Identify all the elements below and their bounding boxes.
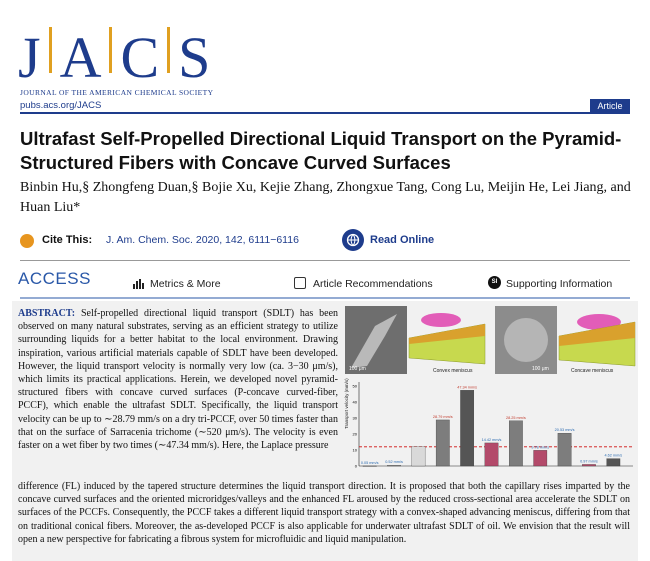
- bar-value-label: 14.42 mm/s: [481, 437, 502, 442]
- droplet-left: [421, 313, 461, 327]
- logo-divider: [109, 27, 112, 73]
- bar-value-label: 0.52 mm/s: [385, 460, 403, 465]
- bar-chart-icon: [133, 279, 144, 289]
- velocity-bar: [460, 390, 473, 466]
- bar-value-label: 0.05 mm/s: [360, 460, 379, 465]
- bar-value-label: 20.53 mm/s: [554, 428, 575, 433]
- document-icon: [294, 277, 306, 289]
- metrics-and-more-link[interactable]: Metrics & More: [150, 278, 221, 290]
- abstract-text-part1: Self-propelled directional liquid transport (SDLT) has been observed on many natural substrates, serving as an efficient strategy to utilize surrounding liquids for a better habitat to the local environment. Drawing inspiration, various artificial materials capable of SDLT have been developed. However, the liquid transport velocity is normally very low (ca. 3−30 μm/s), which limits its practical applications. Herein, we developed novel pyramid-structured fibers with concave curved surfaces (P-concave curved-fiber, PCCF), which enable the ultrafast SDLT. Specifically, the liquid transport velocity can be up to ∼28.79 mm/s on a dry tri-PCCF, over 50 times faster than that on the surface of Sarracenia trichome (∼520 μm/s). The velocity is even faster on a wet fiber by two times (∼47.34 mm/s). Here, the Laplace pressure: [18, 308, 339, 452]
- journal-subtitle: JOURNAL OF THE AMERICAN CHEMICAL SOCIETY: [20, 88, 214, 97]
- velocity-bar: [558, 433, 571, 466]
- globe-icon: [342, 229, 364, 251]
- cite-this[interactable]: [20, 226, 320, 256]
- journal-logo: [18, 25, 211, 90]
- velocity-bar-chart: [344, 378, 633, 469]
- y-tick-label: 50: [352, 383, 357, 389]
- scale-bar-label-left: 100 μm: [349, 366, 366, 372]
- article-title: Ultrafast Self-Propelled Directional Liquid Transport on the Pyramid-Structured Fibers with Concave Curved Surfaces: [20, 128, 622, 173]
- divider: [20, 260, 630, 261]
- velocity-bar: [363, 466, 376, 467]
- read-online-label: Read Online: [370, 234, 435, 246]
- bar-value-label: 0.97 mm/s: [580, 459, 598, 464]
- velocity-bar: [412, 447, 425, 466]
- y-tick-label: 20: [352, 431, 357, 437]
- concave-meniscus-label: Concave meniscus: [571, 368, 614, 374]
- velocity-bar: [534, 450, 547, 466]
- logo-divider: [167, 27, 170, 73]
- bar-value-label: 28.79 mm/s: [432, 414, 453, 419]
- cite-label: Cite This:: [42, 234, 93, 246]
- abstract-heading: ABSTRACT:: [18, 308, 76, 319]
- globe-icon-glyph: [342, 229, 364, 251]
- access-heading: ACCESS: [18, 269, 91, 288]
- citation-text: J. Am. Chem. Soc. 2020, 142, 6111−6116: [106, 234, 299, 246]
- convex-meniscus-label: Convex meniscus: [433, 368, 473, 374]
- bar-value-label: 47.34 mm/s: [457, 385, 478, 390]
- scale-bar-label-right: 100 μm: [532, 366, 549, 372]
- y-tick-label: 10: [352, 447, 357, 453]
- article-type-badge: Article: [590, 99, 630, 114]
- author-list: Binbin Hu,§ Zhongfeng Duan,§ Bojie Xu, Kejie Zhang, Zhongxue Tang, Cong Lu, Meijin He, Lei Jiang, and Huan Liu*: [20, 180, 631, 215]
- velocity-bar: [436, 420, 449, 466]
- quote-icon: [20, 234, 34, 248]
- y-tick-label: 0: [354, 463, 357, 469]
- y-tick-label: 40: [352, 399, 357, 405]
- chart-y-axis-label: Transport velocity (mm/s): [344, 378, 349, 429]
- supporting-info-icon: SI: [488, 276, 501, 289]
- velocity-bar: [582, 464, 595, 466]
- logo-letter-j: J: [18, 25, 41, 90]
- logo-letter-s: S: [178, 25, 211, 90]
- divider: [20, 297, 630, 299]
- abstract-column-text: [18, 307, 338, 452]
- read-online-button[interactable]: [340, 229, 460, 253]
- supporting-information-link[interactable]: Supporting Information: [506, 278, 613, 290]
- y-tick-label: 30: [352, 415, 357, 421]
- bar-value-label: 28.25 mm/s: [505, 415, 526, 420]
- velocity-bar: [485, 443, 498, 466]
- logo-letter-c: C: [120, 25, 160, 90]
- abstract-full-width-text: difference (FL) induced by the tapered structure determines the liquid transport direction. It is proposed that both the capillary rises imparted by the concave curved surfaces and the oriented microridges/valleys and the enhanced FL aroused by the reduced cross-sectional area accelerate the SDLT on surfaces of the PCCFs. Consequently, the PCCF takes a different liquid transport strategy with a convex-shaped advancing meniscus, differing from that on traditional conical fibers. Moreover, the as-developed PCCF is also applicable for underwater ultrafast SDLT of oil. We envision that the result will open a new perspective for fabricating a fibrous system for microfluidic and liquid manipulation.: [18, 481, 630, 545]
- bar-value-label: 4.62 mm/s: [604, 453, 623, 458]
- logo-divider: [49, 27, 52, 73]
- logo-letter-a: A: [59, 25, 102, 90]
- bar-value-label: 9.78 mm/s: [531, 445, 550, 450]
- site-url-link[interactable]: pubs.acs.org/JACS: [20, 100, 102, 111]
- velocity-bar: [387, 465, 400, 466]
- toc-graphic: [345, 306, 635, 471]
- velocity-bar: [509, 421, 522, 466]
- header-rule: [20, 112, 630, 114]
- sem-droplet-right: [504, 318, 548, 362]
- article-recommendations-link[interactable]: Article Recommendations: [313, 278, 433, 290]
- velocity-bar: [607, 459, 620, 466]
